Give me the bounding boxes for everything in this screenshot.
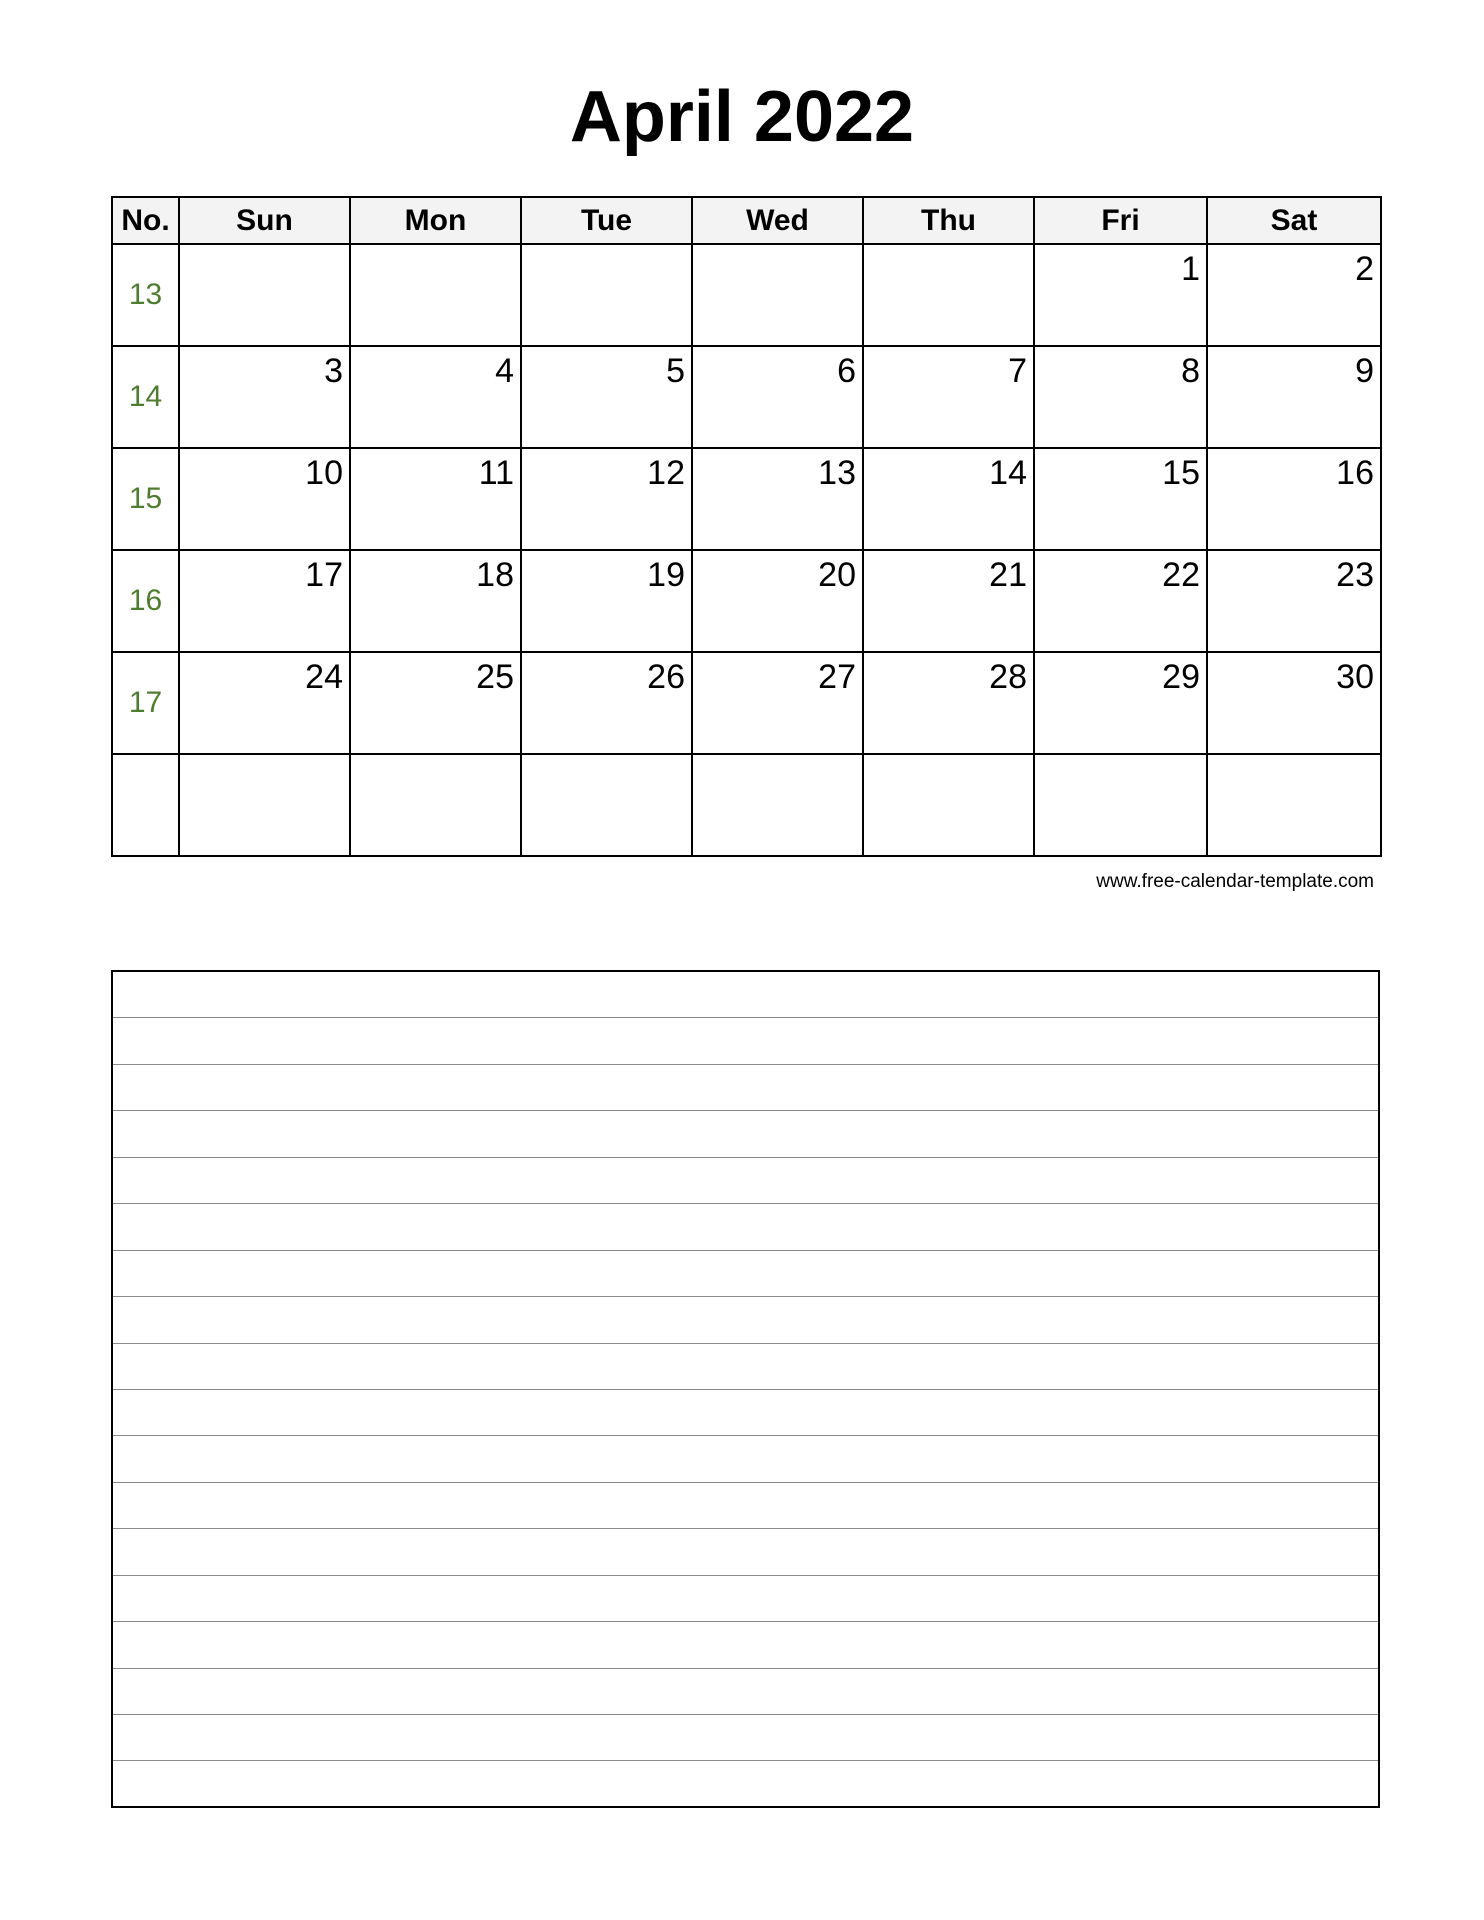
day-number: 7: [1008, 352, 1027, 390]
note-line[interactable]: [113, 1669, 1378, 1715]
day-cell: [521, 550, 692, 652]
note-line[interactable]: [113, 972, 1378, 1018]
day-cell: [863, 652, 1034, 754]
week-number: 14: [112, 346, 179, 448]
week-row: [112, 652, 1381, 754]
day-cell: [863, 550, 1034, 652]
day-cell: [692, 244, 863, 346]
week-row: [112, 754, 1381, 856]
day-number: 27: [818, 658, 856, 696]
note-line[interactable]: [113, 1483, 1378, 1529]
day-cell: [692, 652, 863, 754]
header-row: [112, 197, 1381, 244]
day-number: [180, 245, 349, 249]
day-number: 6: [837, 352, 856, 390]
day-cell: [350, 346, 521, 448]
week-row: [112, 550, 1381, 652]
day-number: 20: [818, 556, 856, 594]
day-number: 4: [495, 352, 514, 390]
day-cell: [1207, 346, 1381, 448]
day-number: 24: [305, 658, 343, 696]
day-number: 22: [1162, 556, 1200, 594]
day-cell: [179, 244, 350, 346]
day-number: [180, 755, 349, 759]
day-number: [864, 755, 1033, 759]
day-cell: [350, 244, 521, 346]
day-number: 13: [818, 454, 856, 492]
day-cell: [1207, 244, 1381, 346]
day-number: 8: [1181, 352, 1200, 390]
day-cell: [863, 448, 1034, 550]
week-row: [112, 448, 1381, 550]
header-sat: Sat: [1207, 197, 1381, 244]
note-line[interactable]: [113, 1297, 1378, 1343]
day-cell: [692, 346, 863, 448]
header-week-number: No.: [112, 197, 179, 244]
day-number: 17: [305, 556, 343, 594]
note-line[interactable]: [113, 1761, 1378, 1807]
day-number: 2: [1355, 250, 1374, 288]
note-line[interactable]: [113, 1344, 1378, 1390]
day-number: 12: [647, 454, 685, 492]
week-number: 13: [112, 244, 179, 346]
day-number: [1035, 755, 1206, 759]
day-cell: [179, 550, 350, 652]
note-line[interactable]: [113, 1204, 1378, 1250]
day-number: [351, 755, 520, 759]
day-number: 1: [1181, 250, 1200, 288]
day-cell: [692, 754, 863, 856]
day-cell: [863, 346, 1034, 448]
day-cell: [1034, 652, 1207, 754]
day-number: 14: [989, 454, 1027, 492]
day-cell: [350, 652, 521, 754]
day-cell: [692, 448, 863, 550]
day-cell: [179, 754, 350, 856]
day-cell: [1207, 550, 1381, 652]
day-number: 28: [989, 658, 1027, 696]
day-number: 5: [666, 352, 685, 390]
day-number: [522, 755, 691, 759]
day-number: 18: [476, 556, 514, 594]
week-number: [112, 754, 179, 856]
notes-area: [111, 970, 1380, 1808]
week-row: [112, 346, 1381, 448]
day-cell: [350, 754, 521, 856]
header-thu: Thu: [863, 197, 1034, 244]
site-credit: www.free-calendar-template.com: [1096, 871, 1374, 892]
day-cell: [179, 448, 350, 550]
day-cell: [1034, 244, 1207, 346]
day-cell: [521, 244, 692, 346]
day-cell: [521, 754, 692, 856]
day-number: 30: [1336, 658, 1374, 696]
note-line[interactable]: [113, 1436, 1378, 1482]
header-mon: Mon: [350, 197, 521, 244]
note-line[interactable]: [113, 1111, 1378, 1157]
note-line[interactable]: [113, 1158, 1378, 1204]
day-number: 3: [324, 352, 343, 390]
day-number: 21: [989, 556, 1027, 594]
week-number: 16: [112, 550, 179, 652]
header-fri: Fri: [1034, 197, 1207, 244]
note-line[interactable]: [113, 1251, 1378, 1297]
day-number: 15: [1162, 454, 1200, 492]
day-number: 11: [478, 454, 514, 492]
day-cell: [1034, 448, 1207, 550]
header-wed: Wed: [692, 197, 863, 244]
day-cell: [521, 448, 692, 550]
day-cell: [1207, 652, 1381, 754]
day-number: [1208, 755, 1380, 759]
day-number: [864, 245, 1033, 249]
week-number: 17: [112, 652, 179, 754]
week-row: [112, 244, 1381, 346]
day-number: [693, 755, 862, 759]
day-cell: [1034, 754, 1207, 856]
note-line[interactable]: [113, 1715, 1378, 1761]
day-number: [693, 245, 862, 249]
day-number: 9: [1355, 352, 1374, 390]
day-number: 26: [647, 658, 685, 696]
day-cell: [863, 754, 1034, 856]
header-sun: Sun: [179, 197, 350, 244]
day-cell: [863, 244, 1034, 346]
day-number: [351, 245, 520, 249]
day-cell: [521, 652, 692, 754]
day-number: 16: [1336, 454, 1374, 492]
day-number: 19: [647, 556, 685, 594]
day-cell: [692, 550, 863, 652]
month-calendar-grid: [111, 196, 1382, 857]
day-cell: [179, 346, 350, 448]
week-number: 15: [112, 448, 179, 550]
day-cell: [179, 652, 350, 754]
day-cell: [1207, 754, 1381, 856]
note-line[interactable]: [113, 1065, 1378, 1111]
note-line[interactable]: [113, 1622, 1378, 1668]
day-cell: [521, 346, 692, 448]
note-line[interactable]: [113, 1576, 1378, 1622]
note-line[interactable]: [113, 1390, 1378, 1436]
calendar-title: April 2022: [569, 77, 915, 157]
day-cell: [1034, 346, 1207, 448]
day-number: [522, 245, 691, 249]
day-cell: [1207, 448, 1381, 550]
day-cell: [350, 448, 521, 550]
day-cell: [350, 550, 521, 652]
day-number: 25: [476, 658, 514, 696]
header-tue: Tue: [521, 197, 692, 244]
note-line[interactable]: [113, 1529, 1378, 1575]
day-cell: [1034, 550, 1207, 652]
day-number: 10: [305, 454, 343, 492]
day-number: 29: [1162, 658, 1200, 696]
day-number: 23: [1336, 556, 1374, 594]
note-line[interactable]: [113, 1018, 1378, 1064]
